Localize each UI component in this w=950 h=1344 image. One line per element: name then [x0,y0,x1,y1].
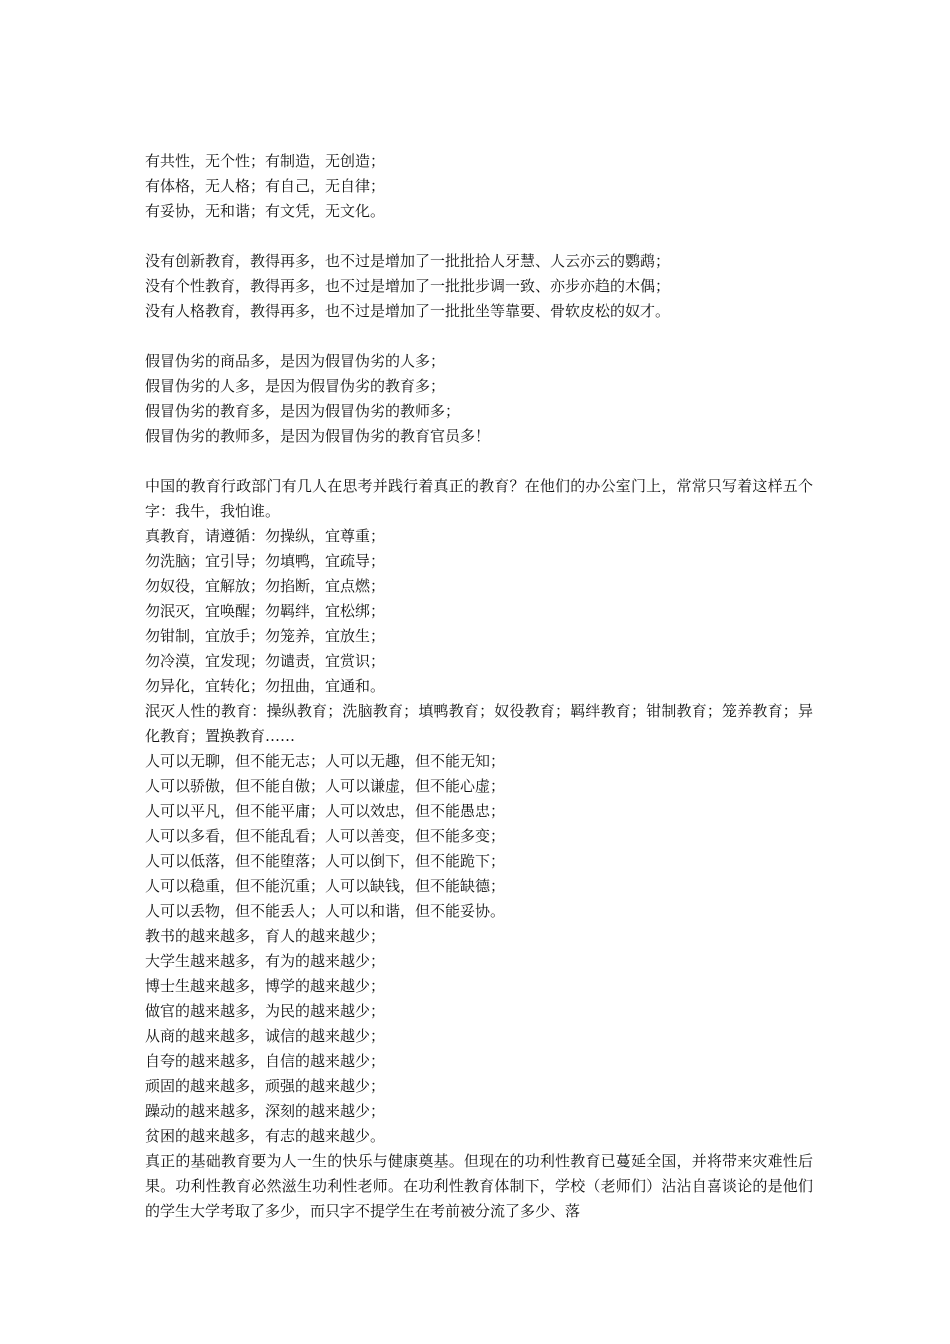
text-line: 顽固的越来越多，顽强的越来越少； [145,1077,386,1095]
text-line: 贫困的越来越多，有志的越来越少。 [145,1127,386,1145]
text-line: 做官的越来越多，为民的越来越少； [145,1002,386,1020]
text-line: 勿洗脑；宜引导；勿填鸭，宜疏导； [145,552,386,570]
text-line: 假冒伪劣的教育多，是因为假冒伪劣的教师多； [145,402,461,420]
stanza-counterfeit [145,349,813,449]
text-line: 大学生越来越多，有为的越来越少； [145,952,386,970]
blank-line [145,224,813,249]
text-line: 真教育，请遵循：勿操纵，宜尊重； [145,527,386,545]
text-line: 教书的越来越多，育人的越来越少； [145,927,386,945]
text-line: 从商的越来越多，诚信的越来越少； [145,1027,386,1045]
paragraph-final: 真正的基础教育要为人一生的快乐与健康奠基。但现在的功利性教育已蔓延全国，并将带来灾难性后果。功利性教育必然滋生功利性老师。在功利性教育体制下，学校（老师们）沾沾自喜谈论的是他们的学生大学考取了多少，而只字不提学生在考前被分流了多少、落 [145,1152,813,1220]
text-line: 勿冷漠，宜发现；勿谴责，宜赏识； [145,652,386,670]
text-line: 人可以多看，但不能乱看；人可以善变，但不能多变； [145,827,506,845]
text-line: 有共性，无个性；有制造，无创造； [145,152,386,170]
text-line: 人可以低落，但不能堕落；人可以倒下，但不能跪下； [145,852,506,870]
text-line: 没有个性教育，教得再多，也不过是增加了一批批步调一致、亦步亦趋的木偶； [145,277,671,295]
text-line: 躁动的越来越多，深刻的越来越少； [145,1102,386,1120]
stanza-person [145,749,813,924]
text-line: 假冒伪劣的商品多，是因为假冒伪劣的人多； [145,352,446,370]
text-line: 没有创新教育，教得再多，也不过是增加了一批批拾人牙慧、人云亦云的鹦鹉； [145,252,671,270]
stanza-education-kinds [145,249,813,324]
stanza-true-education [145,524,813,699]
stanza-character [145,149,813,224]
stanza-more-less [145,924,813,1149]
text-line: 人可以无聊，但不能无志；人可以无趣，但不能无知； [145,752,506,770]
text-line: 没有人格教育，教得再多，也不过是增加了一批批坐等靠要、骨软皮松的奴才。 [145,302,671,320]
text-line: 博士生越来越多，博学的越来越少； [145,977,386,995]
text-line: 假冒伪劣的教师多，是因为假冒伪劣的教育官员多！ [145,427,491,445]
text-line: 勿泯灭，宜唤醒；勿羁绊，宜松绑； [145,602,386,620]
paragraph-admin: 中国的教育行政部门有几人在思考并践行着真正的教育？在他们的办公室门上，常常只写着这样五个字：我牛，我怕谁。 [145,477,813,520]
blank-line [145,449,813,474]
text-line: 人可以稳重，但不能沉重；人可以缺钱，但不能缺德； [145,877,506,895]
text-line: 勿异化，宜转化；勿扭曲，宜通和。 [145,677,386,695]
text-line: 人可以丢物，但不能丢人；人可以和谐，但不能妥协。 [145,902,506,920]
text-line: 有体格，无人格；有自己，无自律； [145,177,386,195]
blank-line [145,324,813,349]
text-line: 假冒伪劣的人多，是因为假冒伪劣的教育多； [145,377,446,395]
paragraph-kinds: 泯灭人性的教育：操纵教育；洗脑教育；填鸭教育；奴役教育；羁绊教育；钳制教育；笼养教育；异化教育；置换教育…… [145,702,813,745]
text-line: 勿钳制，宜放手；勿笼养，宜放生； [145,627,386,645]
document-body [145,149,813,1224]
text-line: 有妥协，无和谐；有文凭，无文化。 [145,202,386,220]
text-line: 自夸的越来越多，自信的越来越少； [145,1052,386,1070]
text-line: 人可以骄傲，但不能自傲；人可以谦虚，但不能心虚； [145,777,506,795]
text-line: 勿奴役，宜解放；勿掐断，宜点燃； [145,577,386,595]
text-line: 人可以平凡，但不能平庸；人可以效忠，但不能愚忠； [145,802,506,820]
